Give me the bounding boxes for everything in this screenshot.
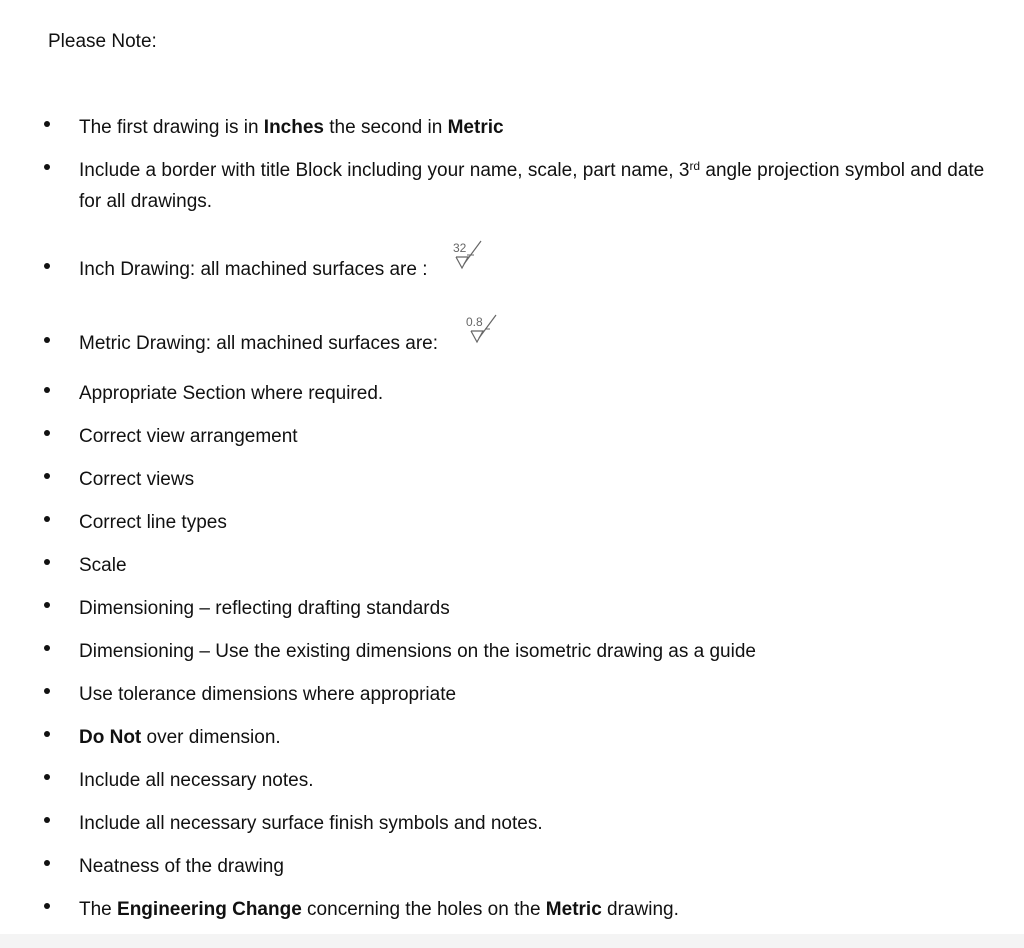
- surface-finish-value: 0.8: [466, 315, 483, 329]
- list-item-text: The Engineering Change concerning the holes on the Metric drawing.: [79, 899, 679, 920]
- list-item-text: Neatness of the drawing: [79, 856, 284, 877]
- list-item-text: Dimensioning – Use the existing dimensions on the isometric drawing as a guide: [79, 641, 756, 662]
- bullet-icon: [44, 263, 50, 269]
- list-item-text: Include a border with title Block including your name, scale, part name, 3rd angle projection symbol and date for all drawings.: [79, 159, 985, 212]
- list-item-text: Include all necessary notes.: [79, 770, 314, 791]
- list-item-text: Correct view arrangement: [79, 426, 298, 447]
- list-item-text: Scale: [79, 555, 127, 576]
- bullet-icon: [44, 387, 50, 393]
- page-bottom-edge: [0, 934, 1024, 948]
- list-item-text: The first drawing is in Inches the second in Metric: [79, 117, 504, 138]
- list-item-text: Use tolerance dimensions where appropriate: [79, 684, 457, 705]
- bullet-icon: [44, 645, 50, 651]
- bullet-icon: [44, 121, 50, 127]
- bullet-icon: [44, 774, 50, 780]
- list-item-text: Appropriate Section where required.: [79, 383, 384, 404]
- page-heading: Please Note:: [48, 31, 157, 52]
- bullet-icon: [44, 164, 50, 170]
- bullet-icon: [44, 903, 50, 909]
- list-item-text: Include all necessary surface finish symbols and notes.: [79, 813, 543, 834]
- bullet-icon: [44, 731, 50, 737]
- bullet-icon: [44, 559, 50, 565]
- bullet-icon: [44, 430, 50, 436]
- bullet-icon: [44, 516, 50, 522]
- list-item-text: Inch Drawing: all machined surfaces are :: [79, 259, 428, 280]
- list-item-text: Correct views: [79, 469, 195, 490]
- bullet-icon: [44, 337, 50, 343]
- bullet-icon: [44, 602, 50, 608]
- surface-finish-symbol-icon: [450, 238, 490, 274]
- bullet-icon: [44, 860, 50, 866]
- surface-finish-symbol-icon: [465, 312, 505, 348]
- list-item-text: Correct line types: [79, 512, 227, 533]
- surface-finish-value: 32: [453, 241, 467, 255]
- bullet-icon: [44, 473, 50, 479]
- list-item-text: Dimensioning – reflecting drafting standards: [79, 598, 450, 619]
- list-item-text: Do Not over dimension.: [79, 727, 281, 748]
- bullet-icon: [44, 688, 50, 694]
- list-item-text: Metric Drawing: all machined surfaces are:: [79, 333, 439, 354]
- bullet-icon: [44, 817, 50, 823]
